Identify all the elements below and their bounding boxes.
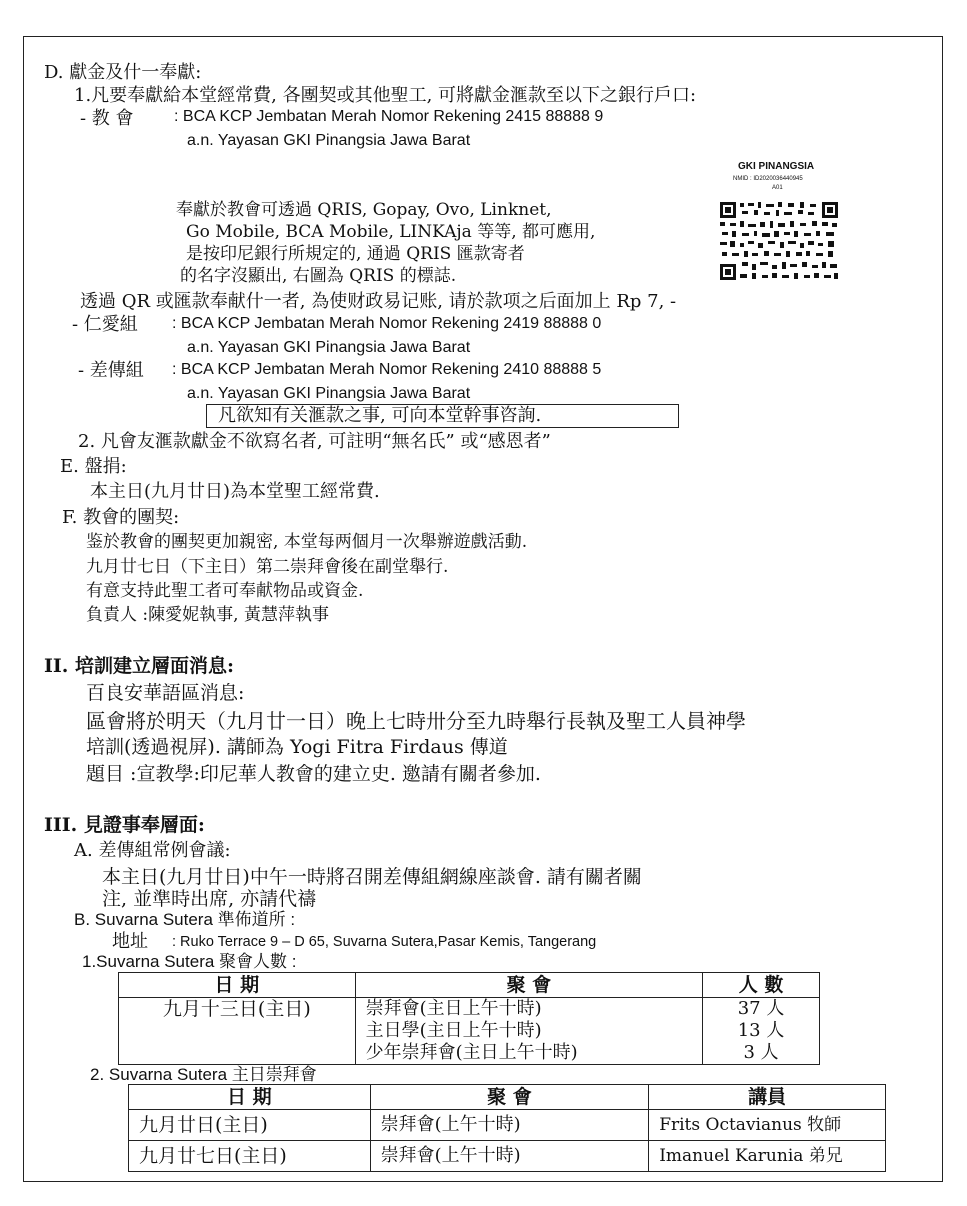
section-f-line-2: 九月廿七日（下主日）第二崇拜會後在副堂舉行. <box>86 557 449 577</box>
church-label: - 教 會 <box>80 108 134 129</box>
count-2: 13 人 <box>737 1020 785 1041</box>
section-iii-heading: III. 見證事奉層面: <box>44 814 205 836</box>
section-e-heading: E. 盤捐: <box>60 456 127 477</box>
meeting-3: 少年崇拜會(主日上午十時) <box>365 1042 578 1063</box>
section-ii-heading: II. 培訓建立層面消息: <box>44 655 235 677</box>
qris-line-2: Go Mobile, BCA Mobile, LINKAja 等等, 都可應用, <box>186 222 596 242</box>
section-d-line2: 2. 凡會友滙款獻金不欲寫名者, 可註明“無名氏” 或“感恩者” <box>78 431 551 452</box>
ren-account-name: a.n. Yayasan GKI Pinangsia Jawa Barat <box>187 339 471 356</box>
attendance-counts <box>703 998 820 1065</box>
section-ii-line-1: 區會將於明天（九月廿一日）晚上七時卅分至九時舉行長執及聖工人員神學 <box>86 709 746 733</box>
table-row <box>129 1110 886 1141</box>
attendance-table <box>118 972 820 1065</box>
attendance-meetings <box>355 998 702 1065</box>
schedule-meeting: 崇拜會(上午十時) <box>370 1141 649 1172</box>
section-iii-b-heading: B. Suvarna Sutera 準佈道所 : <box>74 910 296 929</box>
section-iii-a-line-1: 本主日(九月廿日)中午一時將召開差傳組網線座談會. 請有關者關 <box>102 866 642 888</box>
section-ii-line-3: 題目 :宣教學:印尼華人教會的建立史. 邀請有關者參加. <box>86 763 541 785</box>
table-row <box>119 998 820 1065</box>
worship-schedule-table <box>128 1084 886 1172</box>
chai-account-name: a.n. Yayasan GKI Pinangsia Jawa Barat <box>187 385 471 402</box>
section-f-heading: F. 教會的團契: <box>62 507 180 528</box>
table-header-meeting: 聚 會 <box>355 973 702 998</box>
table-header-date: 日 期 <box>119 973 356 998</box>
section-e-text: 本主日(九月廿日)為本堂聖工經常費. <box>90 481 380 502</box>
table-header-row <box>119 973 820 998</box>
schedule-header-meeting: 聚 會 <box>370 1085 649 1110</box>
schedule-speaker: Frits Octavianus 牧師 <box>649 1110 886 1141</box>
section-f-line-1: 鉴於教會的團契更加親密, 本堂每两個月一次舉辦遊戲活動. <box>86 532 528 552</box>
section-iii-a-heading: A. 差傳組常例會議: <box>74 840 231 861</box>
section-ii-sub: 百良安華語區消息: <box>86 682 245 704</box>
table-header-row <box>129 1085 886 1110</box>
chai-account: : BCA KCP Jembatan Merah Nomor Rekening 2410 88888 5 <box>172 361 602 378</box>
schedule-header-date: 日 期 <box>129 1085 371 1110</box>
church-account: : BCA KCP Jembatan Merah Nomor Rekening 2415 88888 9 <box>174 108 604 125</box>
ren-account: : BCA KCP Jembatan Merah Nomor Rekening 2419 88888 0 <box>172 315 602 332</box>
count-1: 37 人 <box>737 998 785 1019</box>
address-value: : Ruko Terrace 9 – D 65, Suvarna Sutera,Pasar Kemis, Tangerang <box>172 934 597 950</box>
table-header-count: 人 數 <box>703 973 820 998</box>
church-account-name: a.n. Yayasan GKI Pinangsia Jawa Barat <box>187 132 471 149</box>
qr-code-label: A01 <box>772 185 783 191</box>
section-ii-line-2: 培訓(透過視屏). 講師為 Yogi Fitra Firdaus 傳道 <box>86 736 508 758</box>
schedule-date: 九月廿日(主日) <box>129 1110 371 1141</box>
qris-line-3: 是按印尼銀行所規定的, 通過 QRIS 匯款寄者 <box>186 244 525 264</box>
schedule-meeting: 崇拜會(上午十時) <box>370 1110 649 1141</box>
qris-qr-code-icon <box>718 200 840 282</box>
section-f-line-3: 有意支持此聖工者可奉献物品或資金. <box>86 581 364 601</box>
schedule-header-speaker: 講員 <box>649 1085 886 1110</box>
qris-line-1: 奉獻於教會可透過 QRIS, Gopay, Ovo, Linknet, <box>176 200 552 220</box>
attendance-date: 九月十三日(主日) <box>119 998 356 1065</box>
section-iii-a-line-2: 注, 並準時出席, 亦請代禱 <box>102 888 317 910</box>
tithe-note: 透過 QR 或匯款奉献什一者, 為使财政易记账, 请於款项之后面加上 Rp 7, - <box>80 291 677 312</box>
section-d-heading: D. 獻金及什一奉獻: <box>44 62 202 83</box>
address-label: 地址 <box>112 931 148 952</box>
schedule-date: 九月廿七日(主日) <box>129 1141 371 1172</box>
section-f-line-4: 負責人 :陳愛妮執事, 黃慧萍執事 <box>86 605 329 625</box>
count-3: 3 人 <box>743 1042 779 1063</box>
chai-label: - 差傳組 <box>78 360 144 381</box>
meeting-1: 崇拜會(主日上午十時) <box>365 998 542 1019</box>
table-row <box>129 1141 886 1172</box>
schedule-speaker: Imanuel Karunia 弟兄 <box>649 1141 886 1172</box>
qr-title: GKI PINANGSIA <box>738 161 815 172</box>
ren-label: - 仁愛組 <box>72 314 138 335</box>
table2-title: 2. Suvarna Sutera 主日崇拜會 <box>90 1065 317 1084</box>
inquiry-text: 凡欲知有关滙款之事, 可向本堂幹事咨詢. <box>218 405 542 426</box>
section-d-line1: 1.凡要奉獻給本堂經常費, 各團契或其他聖工, 可將獻金滙款至以下之銀行戶口: <box>74 85 697 106</box>
table1-title: 1.Suvarna Sutera 聚會人數 : <box>82 952 297 971</box>
qr-nmid: NMID : ID2020036440945 <box>733 176 803 182</box>
meeting-2: 主日學(主日上午十時) <box>365 1020 542 1041</box>
qris-line-4: 的名字沒顯出, 右圖為 QRIS 的標誌. <box>180 266 457 286</box>
